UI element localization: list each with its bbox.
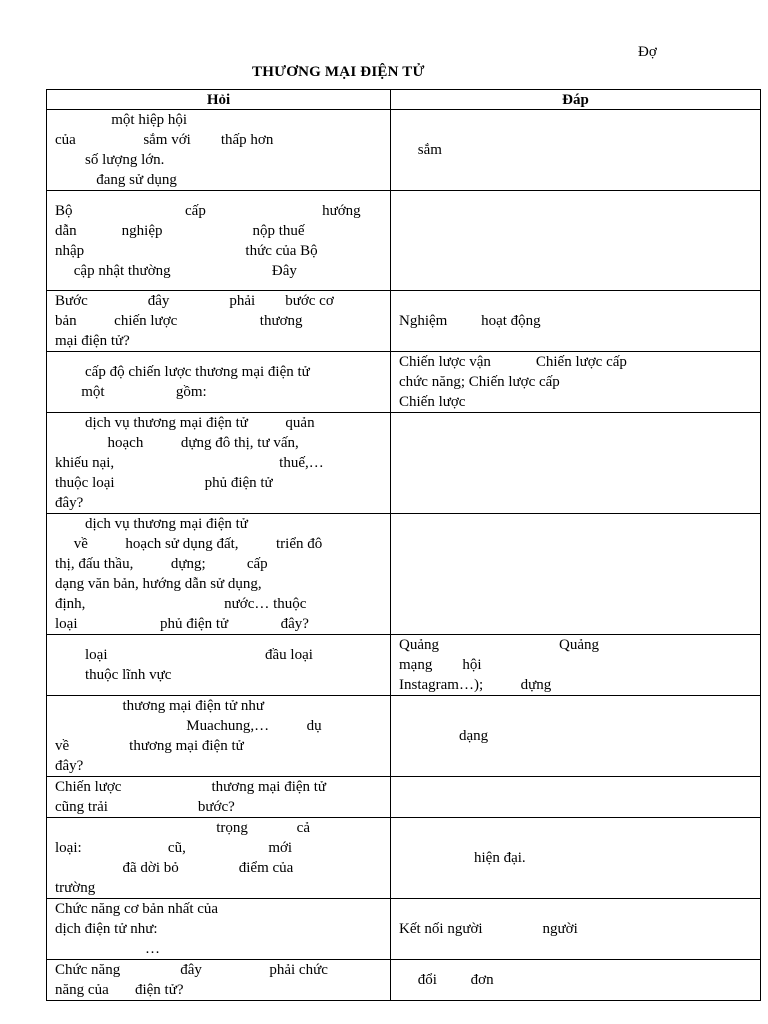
question-cell xyxy=(47,110,391,191)
question-line: khiếu nại, thuế,… xyxy=(55,455,324,471)
question-line: một hiệp hội xyxy=(55,112,188,128)
answer-line: Instagram…); dựng xyxy=(399,677,552,693)
question-line: thương mại điện tử như xyxy=(55,698,264,714)
answer-line: Nghiệm hoạt động xyxy=(399,313,541,329)
table-row xyxy=(47,696,761,777)
question-cell xyxy=(47,413,391,514)
question-line: năng của điện tử? xyxy=(55,982,184,998)
answer-line: Chiến lược vận Chiến lược cấp xyxy=(399,354,627,370)
table-row xyxy=(47,413,761,514)
table-row xyxy=(47,777,761,818)
answer-line: đổi đơn xyxy=(399,972,494,988)
answer-cell xyxy=(391,777,761,818)
answer-line: hiện đại. xyxy=(399,850,526,866)
table-row xyxy=(47,635,761,696)
question-line: Chiến lược thương mại điện tử xyxy=(55,779,327,795)
table-row xyxy=(47,818,761,899)
question-line: dịch vụ thương mại điện tử xyxy=(55,516,248,532)
question-line: dịch điện tử như: xyxy=(55,921,158,937)
question-cell xyxy=(47,635,391,696)
question-cell xyxy=(47,899,391,960)
question-line: thị, đấu thầu, dựng; cấp xyxy=(55,556,268,572)
question-line: đây? xyxy=(55,495,84,511)
answer-cell xyxy=(391,291,761,352)
qa-table xyxy=(46,89,761,1001)
question-line: một gồm: xyxy=(55,384,207,400)
question-cell xyxy=(47,777,391,818)
answer-cell xyxy=(391,696,761,777)
question-line: cập nhật thường Đây xyxy=(55,262,297,279)
question-line: cấp độ chiến lược thương mại điện tử xyxy=(55,364,310,380)
answer-cell xyxy=(391,352,761,413)
answer-line: Kết nối người người xyxy=(399,921,578,937)
question-line: Chức năng cơ bản nhất của xyxy=(55,901,219,917)
question-line: Bộ cấp hướng xyxy=(55,202,361,219)
answer-cell xyxy=(391,818,761,899)
question-line: Bước đây phải bước cơ xyxy=(55,293,334,309)
question-line: dịch vụ thương mại điện tử quản xyxy=(55,415,315,431)
question-line: cũng trải bước? xyxy=(55,799,235,815)
question-line: loại: cũ, mới xyxy=(55,840,293,856)
table-row xyxy=(47,191,761,291)
table-row xyxy=(47,514,761,635)
answer-line: mạng hội xyxy=(399,657,482,673)
question-line: mại điện tử? xyxy=(55,333,130,349)
table-body xyxy=(47,110,761,1001)
question-cell xyxy=(47,818,391,899)
question-line: … xyxy=(55,941,160,957)
answer-line: Chiến lược xyxy=(399,394,466,410)
question-line: đang sử dụng xyxy=(55,172,177,188)
question-cell xyxy=(47,960,391,1001)
question-cell xyxy=(47,696,391,777)
question-line: đã dời bỏ điểm của xyxy=(55,860,294,876)
question-line: Chức năng đây phải chức xyxy=(55,962,328,978)
table-header-row xyxy=(47,90,761,110)
question-line: số lượng lớn. xyxy=(55,152,165,168)
header-question: Hỏi xyxy=(47,90,391,110)
answer-line: Quảng Quảng xyxy=(399,637,599,653)
answer-cell xyxy=(391,191,761,291)
table-row xyxy=(47,352,761,413)
answer-line: sắm xyxy=(399,142,442,158)
question-line: thuộc lĩnh vực xyxy=(55,667,172,683)
table-row xyxy=(47,960,761,1001)
answer-cell xyxy=(391,110,761,191)
question-line: đây? xyxy=(55,758,84,774)
question-line: của sắm với thấp hơn xyxy=(55,132,274,148)
answer-line: chức năng; Chiến lược cấp xyxy=(399,374,560,390)
question-line: dẫn nghiệp nộp thuế xyxy=(55,222,305,239)
question-line: định, nước… thuộc xyxy=(55,596,307,612)
question-line: dạng văn bản, hướng dẫn sử dụng, xyxy=(55,576,262,592)
question-cell xyxy=(47,191,391,291)
question-line: hoạch dựng đô thị, tư vấn, xyxy=(55,435,299,451)
answer-cell xyxy=(391,899,761,960)
question-line: về thương mại điện tử xyxy=(55,738,244,754)
table-row xyxy=(47,899,761,960)
question-line: bản chiến lược thương xyxy=(55,313,303,329)
corner-text: Đợ xyxy=(638,44,657,60)
table-row xyxy=(47,291,761,352)
question-line: Muachung,… dụ xyxy=(55,718,322,734)
question-line: loại phủ điện tử đây? xyxy=(55,616,309,632)
question-line: trường xyxy=(55,880,96,896)
answer-cell xyxy=(391,514,761,635)
question-line: trọng cả xyxy=(55,820,310,836)
answer-cell xyxy=(391,413,761,514)
question-line: loại đầu loại xyxy=(55,647,313,663)
question-cell xyxy=(47,352,391,413)
answer-line: dạng xyxy=(399,728,489,744)
table-row xyxy=(47,110,761,191)
question-line: nhập thức của Bộ xyxy=(55,242,318,259)
question-line: về hoạch sử dụng đất, triển đô xyxy=(55,536,323,552)
answer-cell xyxy=(391,635,761,696)
question-line: thuộc loại phủ điện tử xyxy=(55,475,273,491)
question-cell xyxy=(47,514,391,635)
answer-cell xyxy=(391,960,761,1001)
header-answer: Đáp xyxy=(391,90,761,110)
page-title: THƯƠNG MẠI ĐIỆN TỬ xyxy=(252,64,425,80)
question-cell xyxy=(47,291,391,352)
